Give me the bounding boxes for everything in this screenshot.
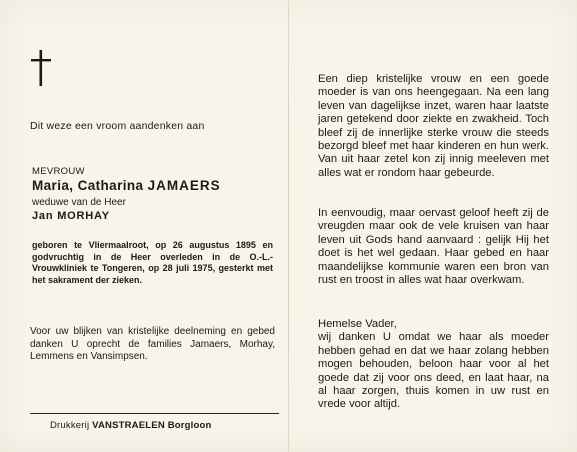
cross-icon xyxy=(27,50,55,86)
prayer-paragraph xyxy=(318,318,549,412)
honorific: MEVROUW xyxy=(32,166,85,177)
printer-line xyxy=(50,420,212,431)
printer-label: Drukkerij xyxy=(50,420,90,431)
paragraph-1: Een diep kristelijke vrouw en een goede moeder is van ons heengegaan. Na een lang leven van dagelijkse inzet, waren haar laatste jaren getekend door ziekte en zwakheid. Toch bleef zij de innerlijke sterke vrouw die steeds bezorgd bleef met haar kinderen en hun werk. Van uit haar zetel kon zij innig meeleven met alles wat er rondom haar gebeurde. xyxy=(318,73,549,179)
printer-city: Borgloon xyxy=(167,420,212,431)
prayer-text: wij danken U omdat we haar als moeder hebben gehad en dat we haar zolang hebben mogen behouden, beloon haar voor al het goede dat zij voor ons deed, en laat haar, na al haar zorgen, thuis komen in uw rust en vrede voor altijd. xyxy=(318,331,549,411)
spouse-intro: weduwe van de Heer xyxy=(32,197,126,208)
life-details: geboren te Vliermaalroot, op 26 augustus 1895 en godvruchtig in de Heer overleden in de O.-L.-Vrouwkliniek te Tongeren, op 28 juli 1975, gesterkt met het sakrament der zieken. xyxy=(32,240,273,285)
printer-name: VANSTRAELEN xyxy=(92,420,165,431)
deceased-name xyxy=(32,178,221,193)
deceased-first-names: Maria, Catharina xyxy=(32,178,144,193)
thanks-text: Voor uw blijken van kristelijke deelneming en gebed danken U oprecht de families Jamaers, Morhay, Lemmens en Vansimpsen. xyxy=(30,326,275,362)
card-fold xyxy=(288,0,289,452)
spouse-name: Jan MORHAY xyxy=(32,210,110,222)
paragraph-2: In eenvoudig, maar oervast geloof heeft zij de vreugden maar ook de vele kruisen van haar leven uit Gods hand aanvaard : gelijk Hij het doet is het wel gedaan. Haar gebed en haar maandelijkse kommunie waren een bron van rust en troost in alles wat haar overkwam. xyxy=(318,207,549,287)
intro-text: Dit weze een vroom aandenken aan xyxy=(30,120,205,132)
divider-line xyxy=(30,413,279,414)
prayer-salutation: Hemelse Vader, xyxy=(318,318,397,330)
deceased-surname: JAMAERS xyxy=(147,178,221,193)
